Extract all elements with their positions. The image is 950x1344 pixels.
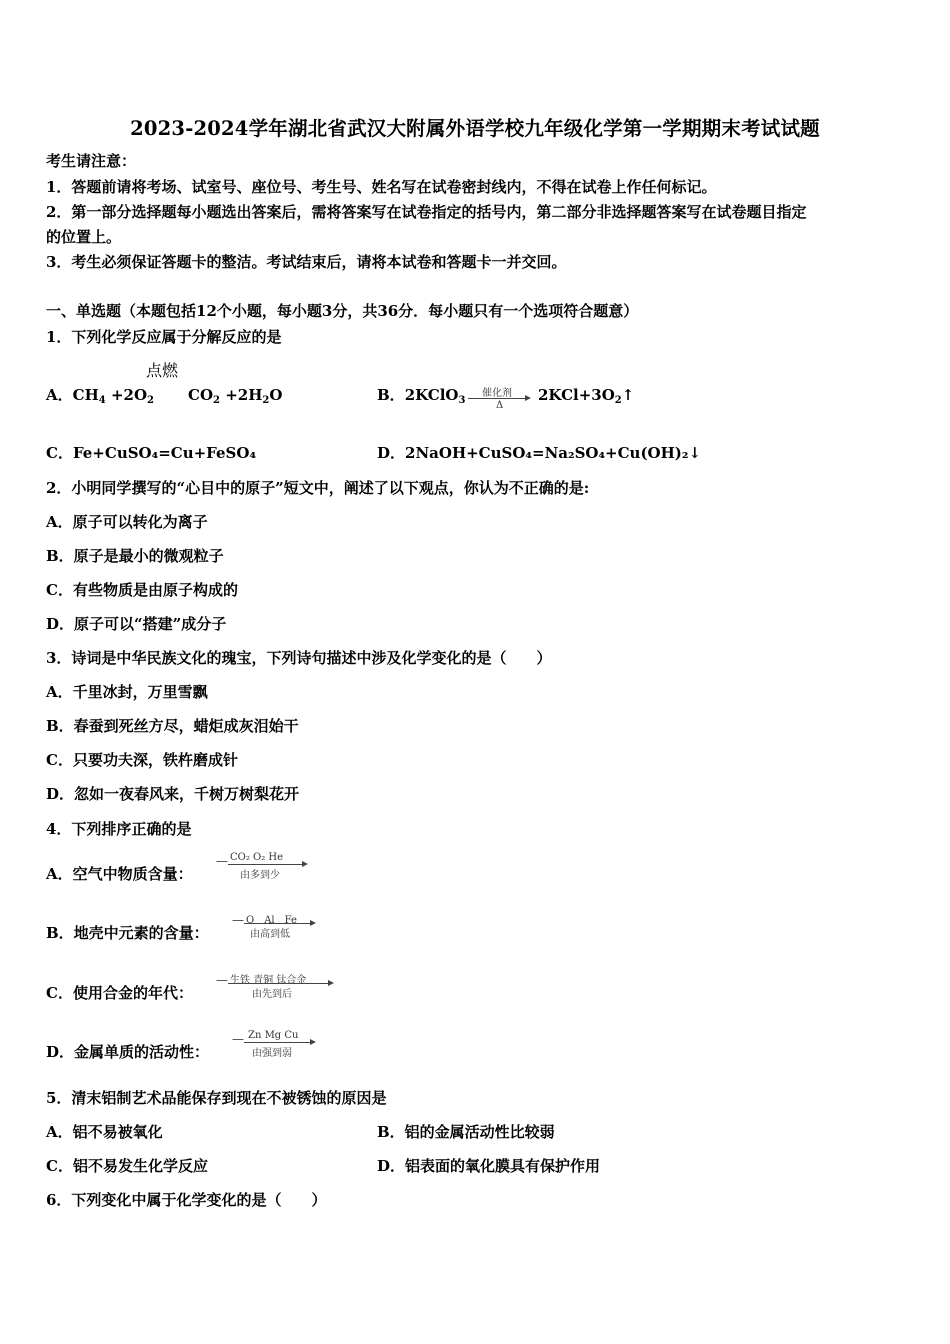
q4-option-a: A．空气中物质含量： <box>46 865 193 883</box>
q1-b-heat: Δ <box>496 400 504 411</box>
q4-option-d: D．金属单质的活动性： <box>46 1043 210 1061</box>
q4-c-arrow-head <box>328 980 334 986</box>
q1-a-condition: 点燃 <box>146 361 179 380</box>
q2-stem: 2．小明同学撰写的“心目中的原子”短文中，阐述了以下观点，你认为不正确的是: <box>46 479 590 497</box>
q4-d-order: Zn Mg Cu <box>248 1030 299 1041</box>
notice-item-1: 1．答题前请将考场、试室号、座位号、考生号、姓名写在试卷密封线内，不得在试卷上作任何标记。 <box>46 178 717 196</box>
q2-option-d: D．原子可以“搭建”成分子 <box>46 615 227 633</box>
q3-option-c: C．只要功夫深，铁杵磨成针 <box>46 751 238 769</box>
q1-b-catalyst: 催化剂 <box>482 388 512 399</box>
q3-option-b: B．春蚕到死丝方尽，蜡炬成灰泪始干 <box>46 717 299 735</box>
q6-stem: 6．下列变化中属于化学变化的是（ ） <box>46 1191 327 1209</box>
q4-c-dash: — <box>216 973 228 987</box>
q4-d-arrow-line <box>244 1042 310 1043</box>
page-title: 2023-2024学年湖北省武汉大附属外语学校九年级化学第一学期期末考试试题 <box>130 117 820 140</box>
q5-stem: 5．清末铝制艺术品能保存到现在不被锈蚀的原因是 <box>46 1089 387 1107</box>
q4-option-b: B．地壳中元素的含量： <box>46 924 209 942</box>
notice-item-2-cont: 的位置上。 <box>46 228 122 246</box>
q4-c-order: 生铁 青铜 钛合金 <box>230 975 307 986</box>
q4-d-direction: 由强到弱 <box>252 1048 292 1059</box>
q4-a-direction: 由多到少 <box>240 870 280 881</box>
q1-option-a-product: $CO_2 +2H_2O$ <box>188 386 283 406</box>
q3-stem: 3．诗词是中华民族文化的瑰宝，下列诗句描述中涉及化学变化的是（ ） <box>46 649 552 667</box>
q4-c-direction: 由先到后 <box>252 989 292 1000</box>
q5-option-c: C．铝不易发生化学反应 <box>46 1157 208 1175</box>
q3-option-d: D．忽如一夜春风来，千树万树梨花开 <box>46 785 300 803</box>
q5-option-a: A．铝不易被氧化 <box>46 1123 163 1141</box>
notice-heading: 考生请注意： <box>46 152 137 170</box>
q5-option-b: B．铝的金属活动性比较弱 <box>377 1123 555 1141</box>
q1-option-b-product: $2KCl+3O_2↑$ <box>538 386 635 406</box>
q4-b-arrow-head <box>310 920 316 926</box>
q4-a-dash: — <box>216 854 228 868</box>
q2-option-a: A．原子可以转化为离子 <box>46 513 208 531</box>
q4-b-order: O Al Fe <box>246 915 297 926</box>
q4-c-arrow-line <box>228 983 328 984</box>
q4-a-order: CO₂ O₂ He <box>230 852 284 863</box>
q1-b-arrow-line <box>468 398 526 399</box>
q1-option-d: D．2NaOH+CuSO₄=Na₂SO₄+Cu(OH)₂↓ <box>377 444 702 462</box>
q1-stem: 1．下列化学反应属于分解反应的是 <box>46 328 282 346</box>
q2-option-b: B．原子是最小的微观粒子 <box>46 547 224 565</box>
q4-a-arrow-head <box>302 861 308 867</box>
notice-item-2: 2．第一部分选择题每小题选出答案后，需将答案写在试卷指定的括号内，第二部分非选择题答案写在试卷题目指定 <box>46 203 807 221</box>
q1-option-a: A．$CH_4 +2O_2$ <box>46 386 154 406</box>
section-heading: 一、单选题（本题包括12个小题，每小题3分，共36分．每小题只有一个选项符合题意） <box>46 302 639 320</box>
q4-b-arrow-line <box>244 923 310 924</box>
notice-item-3: 3．考生必须保证答题卡的整洁。考试结束后，请将本试卷和答题卡一并交回。 <box>46 253 567 271</box>
q4-d-arrow-head <box>310 1039 316 1045</box>
q5-option-d: D．铝表面的氧化膜具有保护作用 <box>377 1157 601 1175</box>
q4-d-dash: — <box>232 1032 244 1046</box>
q4-a-arrow-line <box>228 864 302 865</box>
q4-option-c: C．使用合金的年代： <box>46 984 193 1002</box>
q2-option-c: C．有些物质是由原子构成的 <box>46 581 238 599</box>
q4-stem: 4．下列排序正确的是 <box>46 820 192 838</box>
q1-b-arrow-head <box>525 395 531 401</box>
q4-b-dash: — <box>232 913 244 927</box>
q1-option-c: C．Fe+CuSO₄=Cu+FeSO₄ <box>46 444 257 462</box>
q4-b-direction: 由高到低 <box>250 929 290 940</box>
q3-option-a: A．千里冰封，万里雪飘 <box>46 683 208 701</box>
q1-option-b: B．2KClO$_3$ <box>377 386 466 406</box>
